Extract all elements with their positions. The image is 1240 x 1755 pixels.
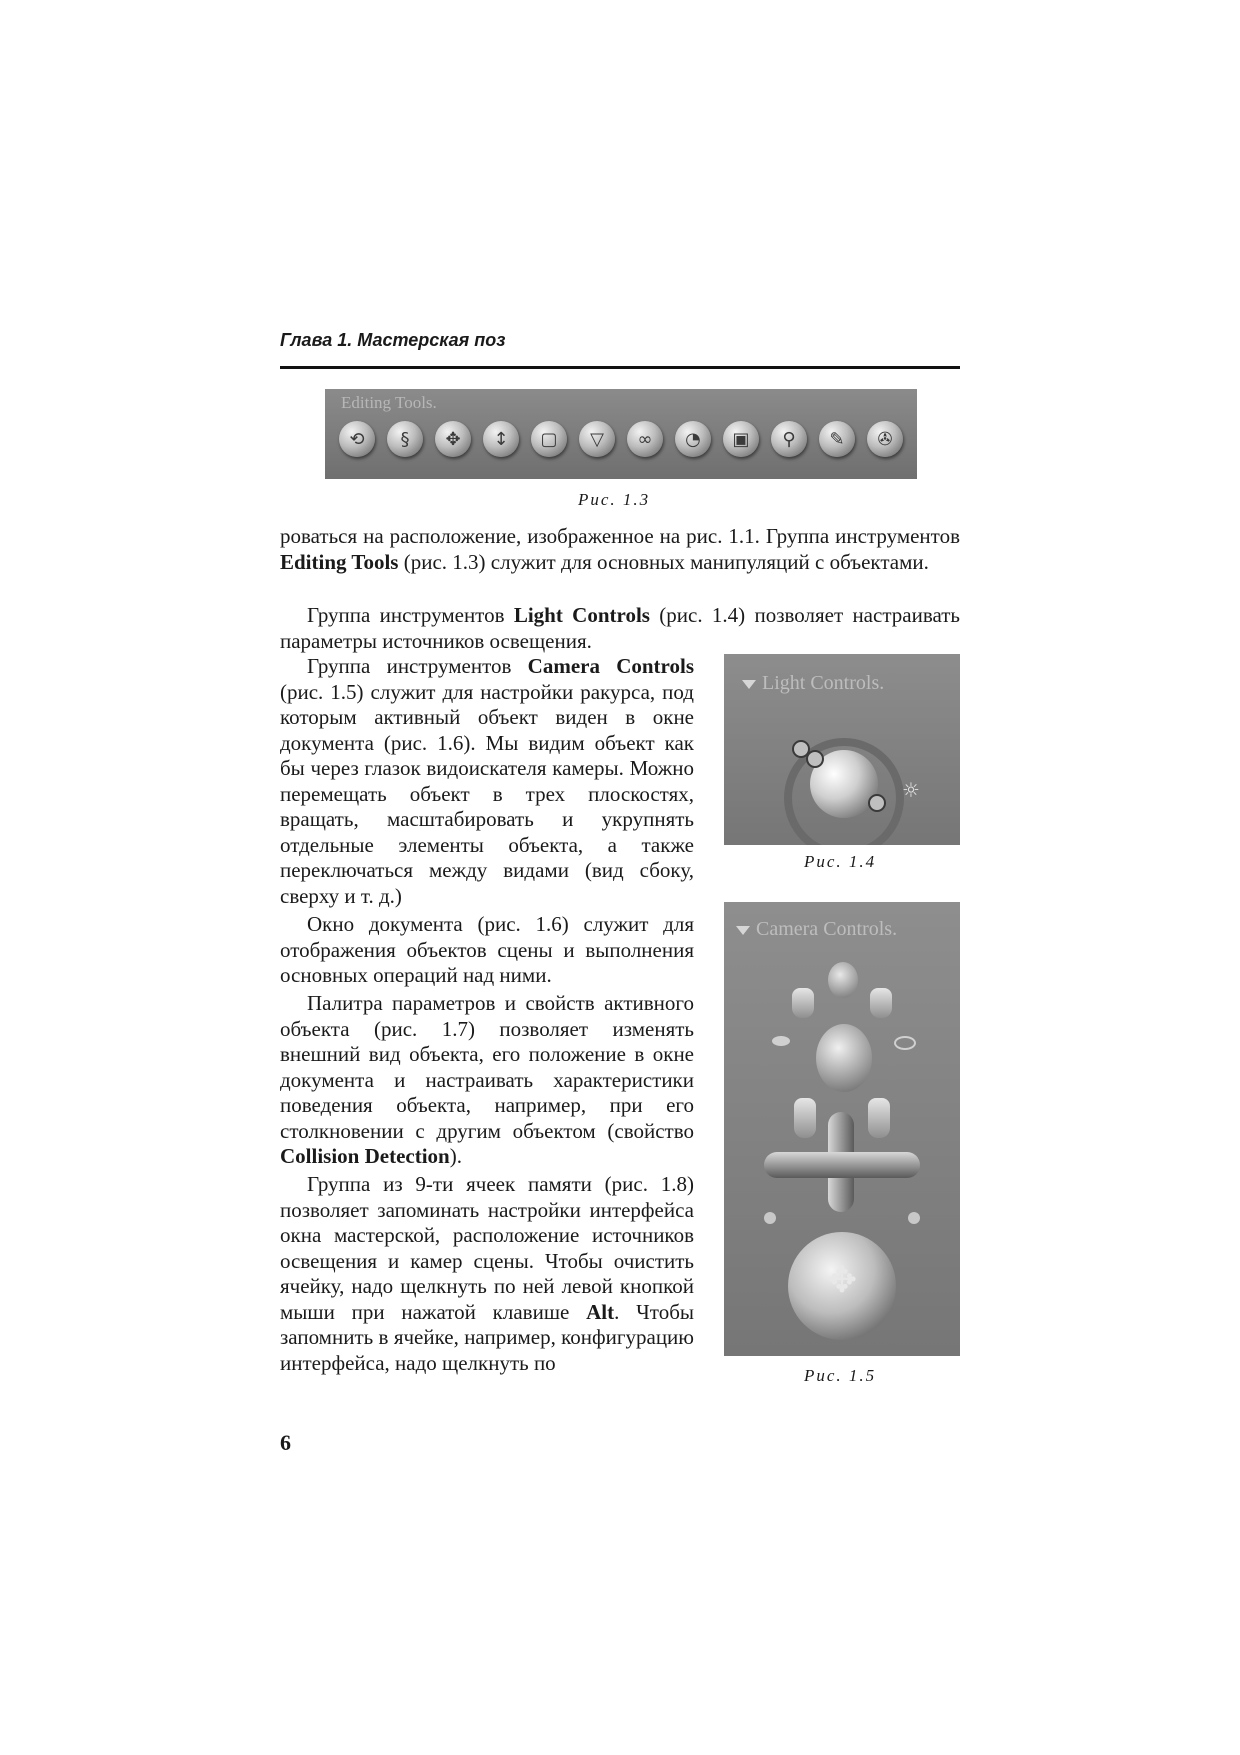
zoom-in-icon[interactable] bbox=[772, 1036, 790, 1046]
light-controls-panel bbox=[724, 654, 960, 845]
twist-icon[interactable]: § bbox=[387, 421, 423, 457]
figure-caption-1-4: Рис. 1.4 bbox=[804, 852, 877, 871]
taper-icon[interactable]: ▽ bbox=[579, 421, 615, 457]
editing-tools-panel bbox=[325, 389, 917, 479]
header-rule bbox=[280, 366, 960, 369]
sun-icon[interactable]: ☼ bbox=[902, 778, 920, 802]
right-hand-camera-icon[interactable] bbox=[868, 1098, 890, 1138]
paragraph: Окно документа (рис. 1.6) служит для отображения объектов сцены и выполнения основных операций над ними. bbox=[280, 912, 694, 987]
view-magnifier-icon[interactable]: ⚲ bbox=[771, 421, 807, 457]
paragraph: Группа инструментов Camera Controls (рис. 1.5) служит для настройки ракурса, под которым активный объект виден в окне документа (рис. 1.6). Мы видим объект как бы через глазок видоискателя камеры. Можно перемещать объект в трех плоскостях, вращать, масштабировать и укрупнять отдельные элементы объекта, а также переключаться между видами (вид сбоку, сверху и т. д.) bbox=[280, 654, 694, 908]
direct-manipulation-icon[interactable]: ✇ bbox=[867, 421, 903, 457]
color-icon[interactable]: ◔ bbox=[675, 421, 711, 457]
figure-caption-1-3: Рис. 1.3 bbox=[578, 490, 651, 509]
figure-caption-1-5: Рис. 1.5 bbox=[804, 1366, 877, 1385]
page-number: 6 bbox=[280, 1430, 291, 1455]
hand-camera-left-icon[interactable] bbox=[792, 988, 814, 1018]
editing-tools-row bbox=[339, 421, 903, 457]
paragraph: Группа из 9-ти ячеек памяти (рис. 1.8) позволяет запоминать настройки интерфейса окна мастерской, расположение источников освещения и камер сцены. Чтобы очистить ячейку, надо щелкнуть по ней левой кнопкой мыши при нажатой клавише Alt. Чтобы запомнить в ячейке, например, конфигурацию интерфейса, надо щелкнуть по bbox=[280, 1172, 694, 1375]
chain-break-icon[interactable]: ∞ bbox=[627, 421, 663, 457]
morphing-icon[interactable]: ✎ bbox=[819, 421, 855, 457]
move-cross-horizontal-icon[interactable] bbox=[764, 1152, 920, 1178]
four-way-arrow-icon: ✥ bbox=[826, 1260, 858, 1301]
running-head: Глава 1. Мастерская поз bbox=[280, 330, 506, 350]
collapse-triangle-icon[interactable] bbox=[742, 680, 756, 689]
light-knob[interactable] bbox=[868, 794, 886, 812]
light-controls-title: Light Controls. bbox=[742, 672, 884, 695]
zoom-out-icon[interactable] bbox=[894, 1036, 916, 1050]
hand-camera-right-icon[interactable] bbox=[870, 988, 892, 1018]
grouping-icon[interactable]: ▣ bbox=[723, 421, 759, 457]
face-camera-head-icon[interactable] bbox=[828, 962, 858, 998]
left-hand-camera-icon[interactable] bbox=[794, 1098, 816, 1138]
paragraph: роваться на расположение, изображенное на рис. 1.1. Группа инструментов Editing Tools (рис. 1.3) служит для основных манипуляций с объектами. bbox=[280, 524, 960, 574]
paragraph: Палитра параметров и свойств активного объекта (рис. 1.7) позволяет изменять внешний вид объекта, его положение в окне документа и настраивать характеристики поведения объекта, например, при его столкновении с другим объектом (свойство Collision Detection). bbox=[280, 991, 694, 1168]
small-sphere-icon[interactable] bbox=[764, 1212, 776, 1224]
collapse-triangle-icon[interactable] bbox=[736, 926, 750, 935]
translate-in-out-icon[interactable]: ↕ bbox=[483, 421, 519, 457]
small-sphere-icon[interactable] bbox=[908, 1212, 920, 1224]
camera-controls-title: Camera Controls. bbox=[736, 918, 897, 941]
light-knob[interactable] bbox=[806, 750, 824, 768]
translate-icon[interactable]: ✥ bbox=[435, 421, 471, 457]
main-camera-head-icon[interactable] bbox=[816, 1024, 872, 1092]
editing-tools-title: Editing Tools. bbox=[341, 393, 437, 412]
scale-icon[interactable]: ▢ bbox=[531, 421, 567, 457]
camera-controls-panel bbox=[724, 902, 960, 1356]
rotate-icon[interactable]: ⟲ bbox=[339, 421, 375, 457]
paragraph: Группа инструментов Light Controls (рис. 1.4) позволяет настраивать параметры источников освещения. bbox=[280, 603, 960, 653]
